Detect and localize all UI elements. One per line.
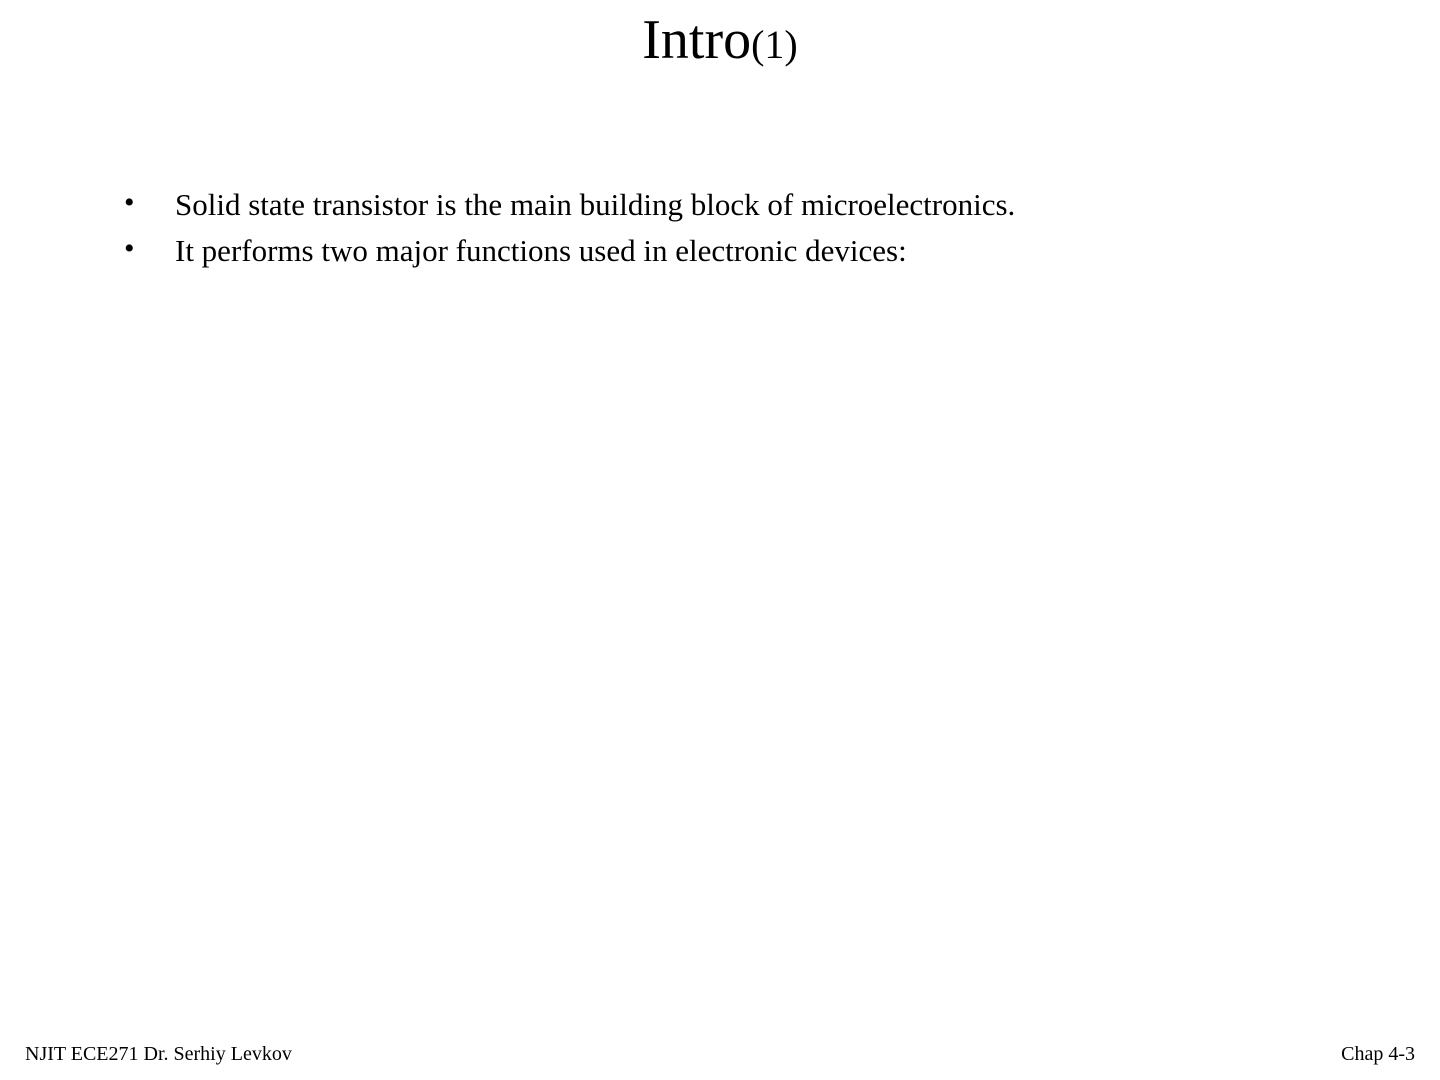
list-item bbox=[110, 228, 1350, 274]
list-item-text: It performs two major functions used in electronic devices: bbox=[175, 233, 907, 268]
list-item-text: Solid state transistor is the main building block of microelectronics. bbox=[175, 187, 1016, 222]
list-item bbox=[110, 182, 1350, 228]
bullet-icon: • bbox=[124, 186, 135, 219]
bullet-icon: • bbox=[124, 232, 135, 265]
footer-course-info: NJIT ECE271 Dr. Serhiy Levkov bbox=[25, 1043, 292, 1065]
page-title bbox=[0, 10, 1440, 72]
bullet-list bbox=[110, 182, 1350, 274]
page-title-number: (1) bbox=[751, 22, 798, 67]
page-title-main: Intro bbox=[642, 9, 752, 71]
footer-chapter-page: Chap 4-3 bbox=[1341, 1043, 1415, 1065]
